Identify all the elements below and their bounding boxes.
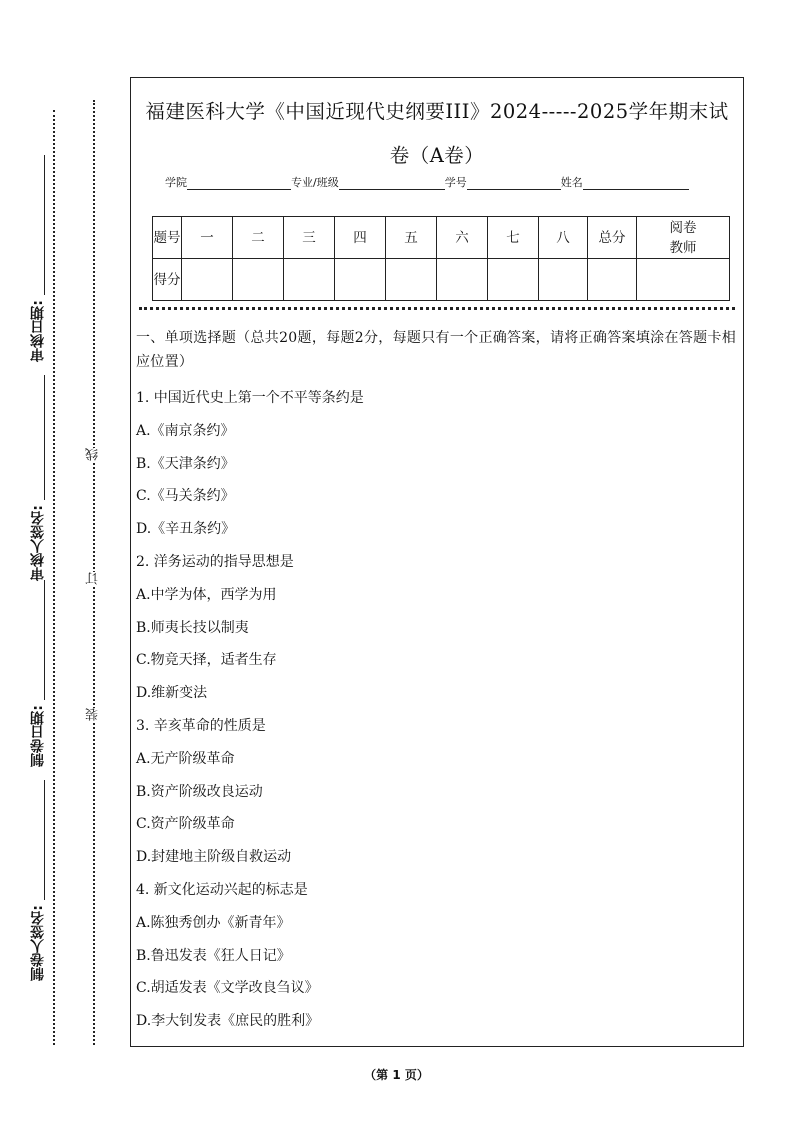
field-student-id-line[interactable] xyxy=(467,177,561,190)
section-heading: 一、单项选择题（总共20题，每题2分，每题只有一个正确答案，请将正确答案填涂在答题卡相应位置） xyxy=(136,330,736,370)
field-label-name: 姓名 xyxy=(560,176,583,189)
outer-dotted-line xyxy=(53,110,55,1045)
score-table xyxy=(152,216,730,301)
option: A.陈独秀创办《新青年》 xyxy=(136,914,291,931)
option: C.资产阶级革命 xyxy=(136,816,235,833)
score-cell[interactable] xyxy=(539,259,588,301)
col-header-total: 总分 xyxy=(588,217,637,259)
option: B.《天津条约》 xyxy=(136,455,235,472)
option: D.封建地主阶级自救运动 xyxy=(136,849,292,866)
reviewer-signature-label: 审核人签名: xyxy=(30,505,46,581)
field-name-line[interactable] xyxy=(583,177,689,190)
option: D.《辛丑条约》 xyxy=(136,521,236,538)
col-header: 一 xyxy=(182,217,233,259)
field-major-line[interactable] xyxy=(339,177,445,190)
review-date-line xyxy=(44,155,45,295)
col-header: 二 xyxy=(233,217,284,259)
option: B.鲁迅发表《狂人日记》 xyxy=(136,947,291,964)
option: C.《马关条约》 xyxy=(136,488,235,505)
option: A.无产阶级革命 xyxy=(136,750,235,767)
exam-frame xyxy=(130,77,744,1047)
question-section xyxy=(136,326,736,1038)
option: B.资产阶级改良运动 xyxy=(136,783,263,800)
score-cell-total[interactable] xyxy=(588,259,637,301)
col-header-reviewer xyxy=(637,217,730,259)
exam-title-line2: 卷（A卷） xyxy=(389,144,485,167)
score-cell-reviewer[interactable] xyxy=(637,259,730,301)
dotted-separator xyxy=(139,307,735,310)
binding-char-ding: 订 xyxy=(86,572,101,585)
score-cell[interactable] xyxy=(335,259,386,301)
col-header: 五 xyxy=(386,217,437,259)
option: D.李大钊发表《庶民的胜利》 xyxy=(136,1013,320,1030)
field-label-major: 专业/班级 xyxy=(291,176,339,189)
score-cell[interactable] xyxy=(284,259,335,301)
col-header: 三 xyxy=(284,217,335,259)
col-header: 四 xyxy=(335,217,386,259)
option: D.维新变法 xyxy=(136,685,208,702)
option: C.胡适发表《文学改良刍议》 xyxy=(136,980,319,997)
compiler-signature-line xyxy=(44,780,45,900)
option: B.师夷长技以制夷 xyxy=(136,619,249,636)
question-stem: 1. 中国近代史上第一个不平等条约是 xyxy=(136,390,364,406)
col-header: 六 xyxy=(437,217,488,259)
binding-char-zhuang: 装 xyxy=(86,708,101,721)
compile-date-line xyxy=(44,580,45,700)
row-label-score: 得分 xyxy=(153,259,182,301)
score-cell[interactable] xyxy=(182,259,233,301)
student-info-row xyxy=(165,174,689,190)
score-cell[interactable] xyxy=(386,259,437,301)
exam-title-line1: 福建医科大学《中国近现代史纲要III》2024-----2025学年期末试 xyxy=(145,100,729,123)
page-number: （第 1 页） xyxy=(364,1068,429,1082)
score-cell[interactable] xyxy=(233,259,284,301)
reviewer-text: 阅卷教师 xyxy=(669,219,697,256)
exam-title xyxy=(131,90,743,178)
option: C.物竞天择，适者生存 xyxy=(136,652,277,669)
field-college-line[interactable] xyxy=(187,177,291,190)
score-cell[interactable] xyxy=(437,259,488,301)
col-header: 八 xyxy=(539,217,588,259)
col-header: 七 xyxy=(488,217,539,259)
review-date-label: 审核日期: xyxy=(30,300,46,362)
row-label-question-no: 题号 xyxy=(153,217,182,259)
reviewer-signature-line xyxy=(44,375,45,500)
option: A.中学为体，西学为用 xyxy=(136,586,277,603)
question-stem: 4. 新文化运动兴起的标志是 xyxy=(136,881,308,898)
option: A.《南京条约》 xyxy=(136,422,235,439)
binding-char-xian: 线 xyxy=(86,448,101,461)
compile-date-label: 制卷日期: xyxy=(30,705,46,767)
score-cell[interactable] xyxy=(488,259,539,301)
field-label-college: 学院 xyxy=(165,176,187,189)
field-label-student-id: 学号 xyxy=(444,176,467,189)
question-stem: 3. 辛亥革命的性质是 xyxy=(136,717,266,734)
question-stem: 2. 洋务运动的指导思想是 xyxy=(136,553,294,570)
compiler-signature-label: 制卷人签名: xyxy=(30,905,46,981)
